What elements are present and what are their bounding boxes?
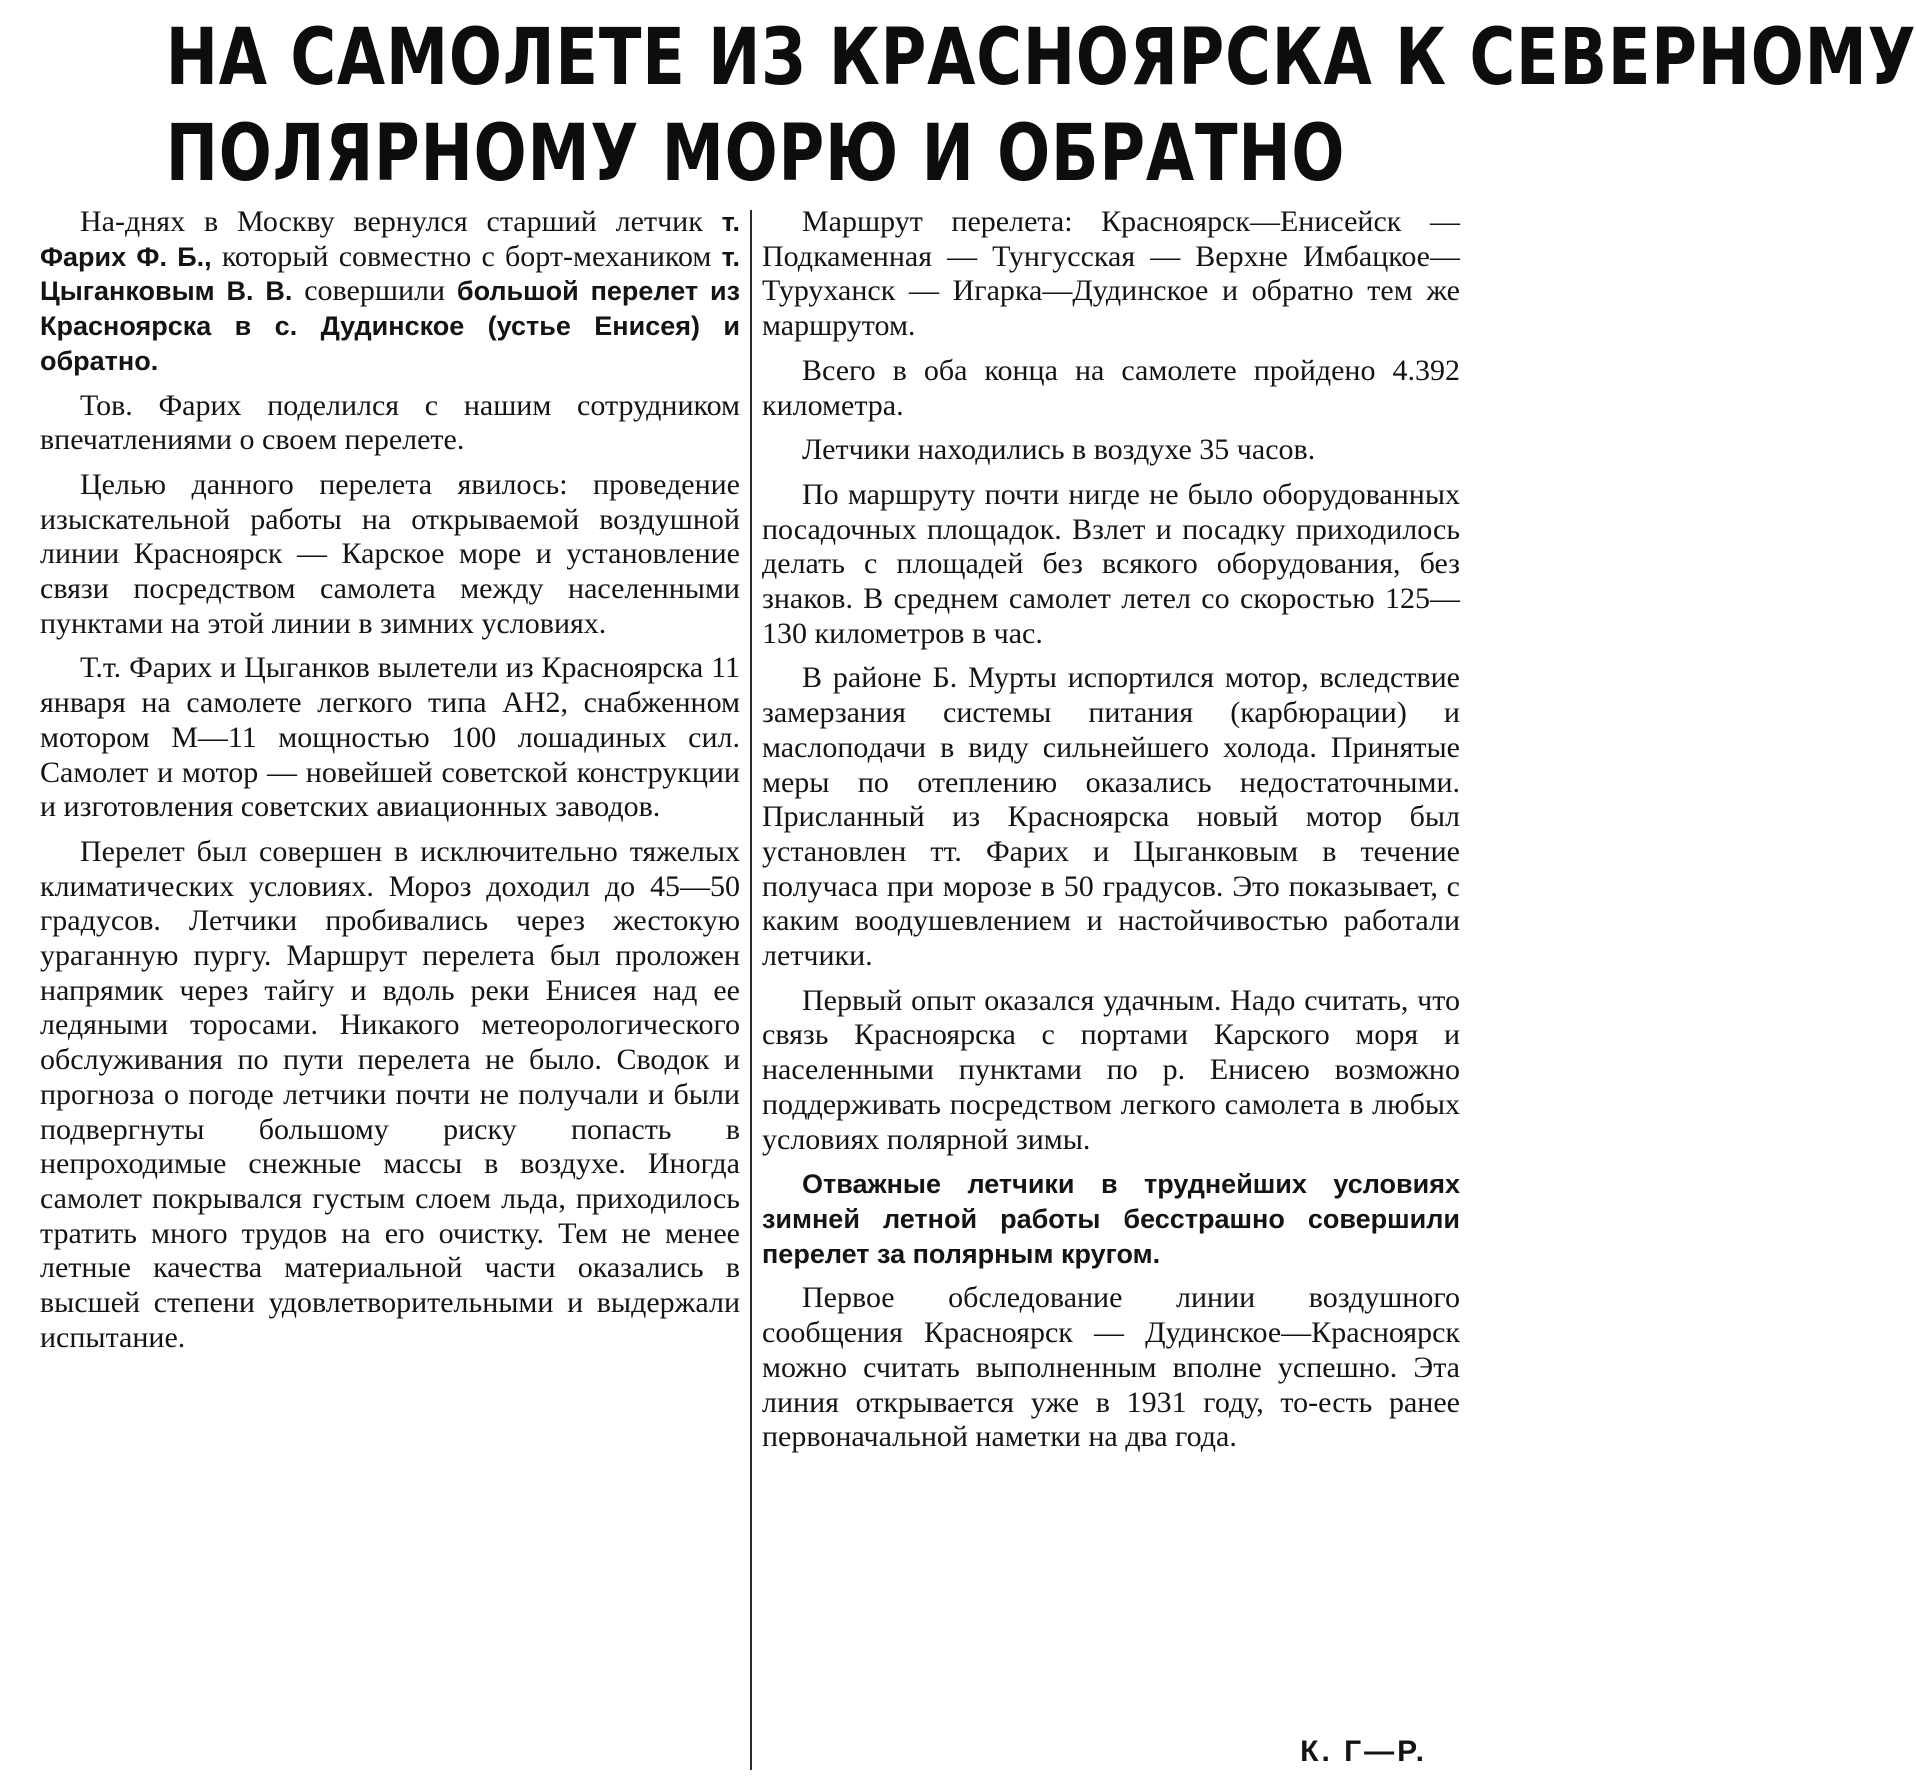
intro-text-e: совершили (292, 274, 457, 308)
paragraph-engine-failure: В районе Б. Мурты испортился мотор, вследствие замерзания системы питания (карбюрации) и маслоподачи в виду сильнейшего холода. Принятые меры по отеплению оказались недостаточными. Присланный из Красноярска новый мотор был установлен тт. Фарих и Цыганковым в течение получаса при морозе в 50 градусов. Это показывает, с каким воодушевлением и настойчивостью работали летчики. (762, 661, 1460, 973)
paragraph-impressions: Тов. Фарих поделился с нашим сотрудником впечатлениями о своем перелете. (40, 388, 740, 457)
intro-pilot-name: т. Фарих Ф. Б., (40, 207, 740, 272)
paragraph-conclusion: Первое обследование линии воздушного сообщения Красноярск — Дудинское—Красноярск можно считать выполненным вполне успешно. Эта линия открывается уже в 1931 году, то-есть ранее первоначальной наметки на два года. (762, 1281, 1460, 1454)
paragraph-landing-sites: По маршруту почти нигде не было оборудованных посадочных площадок. Взлет и посадку приходилось делать с площадей без всякого оборудования, без знаков. В среднем самолет летел со скоростью 125—130 километров в час. (762, 477, 1460, 650)
paragraph-route: Маршрут перелета: Красноярск—Енисейск — Подкаменная — Тунгусская — Верхне Имбацкое—Туруханск — Игарка—Дудинское и обратно тем же маршрутом. (762, 205, 1460, 343)
left-column (40, 205, 740, 1366)
intro-text-a: На-днях в Москву вернулся старший летчик (80, 205, 722, 238)
paragraph-aircraft: Т.т. Фарих и Цыганков вылетели из Красноярска 11 января на самолете легкого типа АН2, снабженном мотором М—11 мощностью 100 лошадиных сил. Самолет и мотор — новейшей советской конструкции и изготовления советских авиационных заводов. (40, 651, 740, 824)
paragraph-purpose: Целью данного перелета явилось: проведение изыскательной работы на открываемой воздушной линии Красноярск — Карское море и установление связи посредством самолета между населенными пунктами на этой линии в зимних условиях. (40, 467, 740, 640)
intro-mechanic-name: т. Цыганковым В. В. (40, 241, 740, 307)
headline (20, 10, 1916, 202)
intro-flight-summary: большой перелет из Красноярска в с. Дудинское (устье Енисея) и обратно. (40, 276, 740, 376)
paragraph-bold-tribute: Отважные летчики в труднейших условиях зимней летной работы бесстрашно совершили перелет за полярным кругом. (762, 1169, 1460, 1269)
intro-text-c: который совместно с борт-механиком (211, 239, 722, 273)
paragraph-flight-hours: Летчики находились в воздухе 35 часов. (802, 433, 1316, 467)
right-column (762, 205, 1460, 1465)
paragraph-intro (40, 205, 740, 379)
headline-line-1: НА САМОЛЕТЕ ИЗ КРАСНОЯРСКА К СЕВЕРНОМУ (165, 13, 1916, 103)
headline-line-2: ПОЛЯРНОМУ МОРЮ И ОБРАТНО (165, 109, 1346, 199)
column-divider (750, 210, 752, 1770)
paragraph-distance: Всего в оба конца на самолете пройдено 4.392 километра. (762, 353, 1460, 422)
author-signature: К. Г—Р. (1300, 1735, 1427, 1768)
paragraph-conditions: Перелет был совершен в исключительно тяжелых климатических условиях. Мороз доходил до 45—50 градусов. Летчики пробивались через жестокую ураганную пургу. Маршрут перелета был проложен напрямик через тайгу и вдоль реки Енисея над ее ледяными торосами. Никакого метеорологического обслуживания по пути перелета не было. Сводок и прогноза о погоде летчики почти не получали и были подвергнуты большому риску попасть в непроходимые снежные массы в воздухе. Иногда самолет покрывался густым слоем льда, приходилось тратить много трудов на его очистку. Тем не менее летные качества материальной части оказались в высшей степени удовлетворительными и выдержали испытание. (40, 834, 740, 1354)
paragraph-first-experience: Первый опыт оказался удачным. Надо считать, что связь Красноярска с портами Карского моря и населенными пунктами по р. Енисею возможно поддерживать посредством легкого самолета в любых условиях полярной зимы. (762, 983, 1460, 1156)
